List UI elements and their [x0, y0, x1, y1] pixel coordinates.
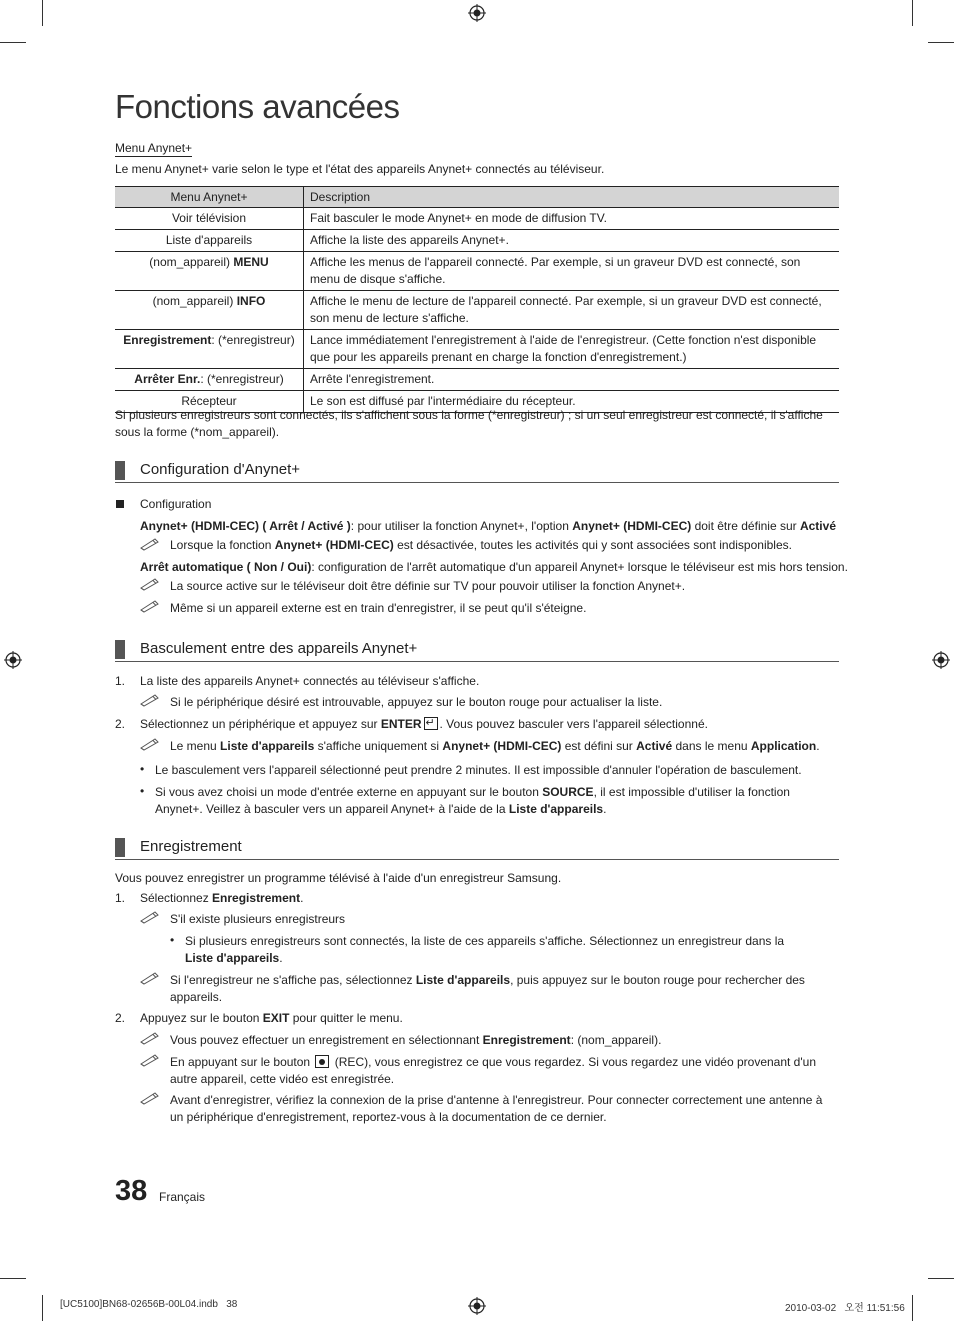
record-bullet: [185, 933, 785, 967]
hdmi-text: : pour utiliser la fonction Anynet+, l'option: [350, 519, 573, 533]
note-text: Le menu: [170, 739, 221, 753]
cell-bold: INFO: [236, 294, 266, 308]
registration-mark-icon: [468, 4, 486, 22]
pencil-note-icon: [140, 537, 160, 551]
switch-note: Si le périphérique désiré est introuvable, appuyez sur le bouton rouge pour actualiser la liste.: [170, 695, 663, 709]
bullet-text: Si vous avez choisi un mode d'entrée externe en appuyant sur le bouton: [155, 785, 543, 799]
record-note: [170, 972, 810, 1006]
square-bullet-icon: [116, 500, 124, 508]
table-header-description: Description: [304, 187, 840, 208]
note-text: s'affiche uniquement si: [314, 739, 443, 753]
note-bold: Enregistrement: [482, 1033, 571, 1047]
section-header-config: [115, 460, 839, 483]
table-row: [115, 230, 839, 252]
section-title: Basculement entre des appareils Anynet+: [140, 640, 418, 657]
step-bold: EXIT: [262, 1011, 290, 1025]
pencil-note-icon: [140, 1053, 160, 1067]
crop-mark: [0, 42, 26, 43]
crop-mark: [912, 1295, 913, 1321]
step-text: Sélectionnez: [140, 891, 213, 905]
switch-note: [170, 738, 820, 755]
step-text: Appuyez sur le bouton: [140, 1011, 263, 1025]
note-bold: Application: [750, 739, 817, 753]
registration-mark-icon: [932, 651, 950, 669]
footer-date: 2010-03-02 오전 11:51:56: [785, 1303, 905, 1314]
cell-bold: MENU: [233, 255, 269, 269]
enter-icon: [424, 717, 438, 730]
section-bar: [115, 461, 125, 480]
note-bold: Anynet+ (HDMI-CEC): [274, 538, 394, 552]
step-number: 2.: [115, 1011, 126, 1025]
bullet-text: , il est impossible d'utiliser la fonction Anynet+. Veillez à basculer vers un appareil Anynet+ à l'aide de la: [155, 785, 790, 816]
note-text: (REC), vous enregistrez ce que vous regardez. Si vous regardez une vidéo provenant d'un autre appareil, cette vidéo est enregistrée.: [170, 1055, 816, 1086]
step-number: 2.: [115, 717, 126, 731]
config-note: [170, 537, 792, 554]
switch-bullet: [155, 784, 839, 818]
bullet-icon: •: [140, 784, 145, 798]
table-cell-menu: [115, 369, 304, 391]
note-text: est désactivée, toutes les activités qui y sont associées sont indisponibles.: [393, 538, 792, 552]
section-header-record: [115, 837, 839, 860]
rec-icon: [315, 1055, 329, 1068]
step-text: .: [300, 891, 304, 905]
auto-text: : configuration de l'arrêt automatique d'un appareil Anynet+ lorsque le téléviseur est mis hors tension.: [311, 560, 848, 574]
hdmi-bold: Activé: [799, 519, 836, 533]
bullet-bold: Liste d'appareils: [185, 951, 280, 965]
hdmi-cec-line: [140, 518, 836, 535]
bullet-bold: SOURCE: [542, 785, 594, 799]
cell-text: (nom_appareil): [152, 294, 237, 308]
table-cell-menu: Voir télévision: [115, 208, 304, 230]
crop-mark: [0, 1278, 26, 1279]
section-bar: [115, 640, 125, 659]
table-cell-description: Le son est diffusé par l'intermédiaire du récepteur.: [304, 391, 840, 413]
config-note: Même si un appareil externe est en train d'enregistrer, il se peut qu'il s'éteigne.: [170, 601, 587, 615]
note-bold: Liste d'appareils: [220, 739, 315, 753]
note-text: : (nom_appareil).: [570, 1033, 662, 1047]
table-cell-description: Lance immédiatement l'enregistrement à l'aide de l'enregistreur. (Cette fonction n'est disponible que pour les appareils prenant en charge la fonction d'enregistrement.): [304, 330, 840, 369]
record-note: [170, 1054, 839, 1088]
bullet-text: Si plusieurs enregistreurs sont connectés, la liste de ces appareils s'affiche. Sélectionnez un enregistreur dans la: [185, 934, 785, 948]
crop-mark: [928, 1278, 954, 1279]
table-cell-description: Affiche les menus de l'appareil connecté. Par exemple, si un graveur DVD est connecté, son menu de disque s'affiche.: [304, 252, 840, 291]
record-note: [170, 1032, 661, 1049]
crop-mark: [42, 0, 43, 26]
record-note: S'il existe plusieurs enregistreurs: [170, 912, 346, 926]
table-cell-menu: [115, 252, 304, 291]
note-bold: Activé: [636, 739, 673, 753]
table-row: [115, 291, 839, 330]
step-text: pour quitter le menu.: [289, 1011, 403, 1025]
bullet-bold: Liste d'appareils: [508, 802, 604, 816]
note-text: , puis appuyez sur le bouton rouge pour rechercher des appareils.: [170, 973, 805, 1004]
section-bar: [115, 838, 125, 857]
step-number: 1.: [115, 891, 126, 905]
step-text: Sélectionnez un périphérique et appuyez sur: [140, 717, 381, 731]
step-bold: Enregistrement: [212, 891, 301, 905]
note-text: Vous pouvez effectuer un enregistrement en sélectionnant: [170, 1033, 483, 1047]
table-cell-description: Arrête l'enregistrement.: [304, 369, 840, 391]
pencil-note-icon: [140, 1091, 160, 1105]
note-bold: Liste d'appareils: [415, 973, 511, 987]
record-note: Avant d'enregistrer, vérifiez la connexion de la prise d'antenne à l'enregistreur. Pour connecter correctement une antenne à un périphérique d'enregistrement, reportez-vous à la documentation de ce dernier.: [170, 1093, 823, 1124]
section-title: Configuration d'Anynet+: [140, 461, 301, 478]
record-step: [140, 890, 303, 907]
hdmi-label: Anynet+ (HDMI-CEC) ( Arrêt / Activé ): [140, 519, 351, 533]
switch-bullet: Le basculement vers l'appareil sélectionné peut prendre 2 minutes. Il est impossible d'annuler l'opération de basculement.: [155, 763, 802, 777]
table-cell-description: Affiche la liste des appareils Anynet+.: [304, 230, 840, 252]
table-row: [115, 252, 839, 291]
table-row: [115, 369, 839, 391]
table-cell-menu: [115, 330, 304, 369]
page-title: Fonctions avancées: [115, 88, 400, 125]
footer-file-info: [UC5100]BN68-02656B-00L04.indb 38: [60, 1299, 238, 1310]
bullet-icon: •: [140, 762, 145, 776]
note-text: Si l'enregistreur ne s'affiche pas, sélectionnez: [170, 973, 416, 987]
menu-description: Le menu Anynet+ varie selon le type et l'état des appareils Anynet+ connectés au téléviseur.: [115, 162, 605, 176]
bullet-text: .: [279, 951, 283, 965]
table-cell-description: Fait basculer le mode Anynet+ en mode de diffusion TV.: [304, 208, 840, 230]
note-text: dans le menu: [672, 739, 751, 753]
pencil-note-icon: [140, 577, 160, 591]
pencil-note-icon: [140, 599, 160, 613]
cell-bold: Arrêter Enr.: [134, 372, 201, 386]
table-row: [115, 208, 839, 230]
record-intro: Vous pouvez enregistrer un programme télévisé à l'aide d'un enregistreur Samsung.: [115, 871, 562, 885]
table-header-row: [115, 187, 839, 208]
note-text: En appuyant sur le bouton: [170, 1055, 314, 1069]
cell-text: : (*enregistreur): [211, 333, 295, 347]
pencil-note-icon: [140, 971, 160, 985]
page-number: 38: [115, 1175, 148, 1207]
crop-mark: [42, 1295, 43, 1321]
note-text: est défini sur: [561, 739, 637, 753]
note-bold: Anynet+ (HDMI-CEC): [442, 739, 562, 753]
note-text: .: [816, 739, 820, 753]
config-note: La source active sur le téléviseur doit être définie sur TV pour pouvoir utiliser la fonction Anynet+.: [170, 579, 686, 593]
record-step: [140, 1010, 403, 1027]
cell-bold: Enregistrement: [123, 333, 212, 347]
pencil-note-icon: [140, 1031, 160, 1045]
hdmi-text: doit être définie sur: [691, 519, 800, 533]
section-title: Enregistrement: [140, 838, 242, 855]
switch-step: La liste des appareils Anynet+ connectés au téléviseur s'affiche.: [140, 674, 480, 688]
registration-mark-icon: [468, 1297, 486, 1315]
step-text: . Vous pouvez basculer vers l'appareil sélectionné.: [439, 717, 708, 731]
crop-mark: [928, 42, 954, 43]
registration-mark-icon: [4, 651, 22, 669]
bullet-text: .: [603, 802, 607, 816]
table-cell-menu: [115, 291, 304, 330]
auto-off-line: [140, 559, 848, 576]
anynet-menu-table: [115, 186, 839, 413]
config-subheading: Configuration: [140, 497, 212, 511]
pencil-note-icon: [140, 910, 160, 924]
step-number: 1.: [115, 674, 126, 688]
bullet-icon: •: [170, 933, 175, 947]
page-language: Français: [159, 1190, 206, 1204]
cell-text: : (*enregistreur): [200, 372, 284, 386]
table-cell-description: Affiche le menu de lecture de l'appareil connecté. Par exemple, si un graveur DVD est connecté, son menu de lecture s'affiche.: [304, 291, 840, 330]
step-bold: ENTER: [380, 717, 422, 731]
note-text: Lorsque la fonction: [170, 538, 275, 552]
switch-step: [140, 716, 708, 733]
table-cell-menu: Liste d'appareils: [115, 230, 304, 252]
table-row: [115, 330, 839, 369]
pencil-note-icon: [140, 693, 160, 707]
section-header-switch: [115, 639, 839, 662]
cell-text: (nom_appareil): [149, 255, 234, 269]
crop-mark: [912, 0, 913, 26]
pencil-note-icon: [140, 737, 160, 751]
after-table-note: Si plusieurs enregistreurs sont connectés, ils s'affichent sous la forme (*enregistreur) ; si un seul enregistreur est connecté, il s'affiche sous la forme (*nom_appareil).: [115, 408, 823, 439]
menu-label: Menu Anynet+: [115, 141, 193, 155]
table-header-menu: Menu Anynet+: [115, 187, 304, 208]
table-cell-menu: Récepteur: [115, 391, 304, 413]
hdmi-bold: Anynet+ (HDMI-CEC): [572, 519, 692, 533]
auto-label: Arrêt automatique ( Non / Oui): [140, 560, 312, 574]
